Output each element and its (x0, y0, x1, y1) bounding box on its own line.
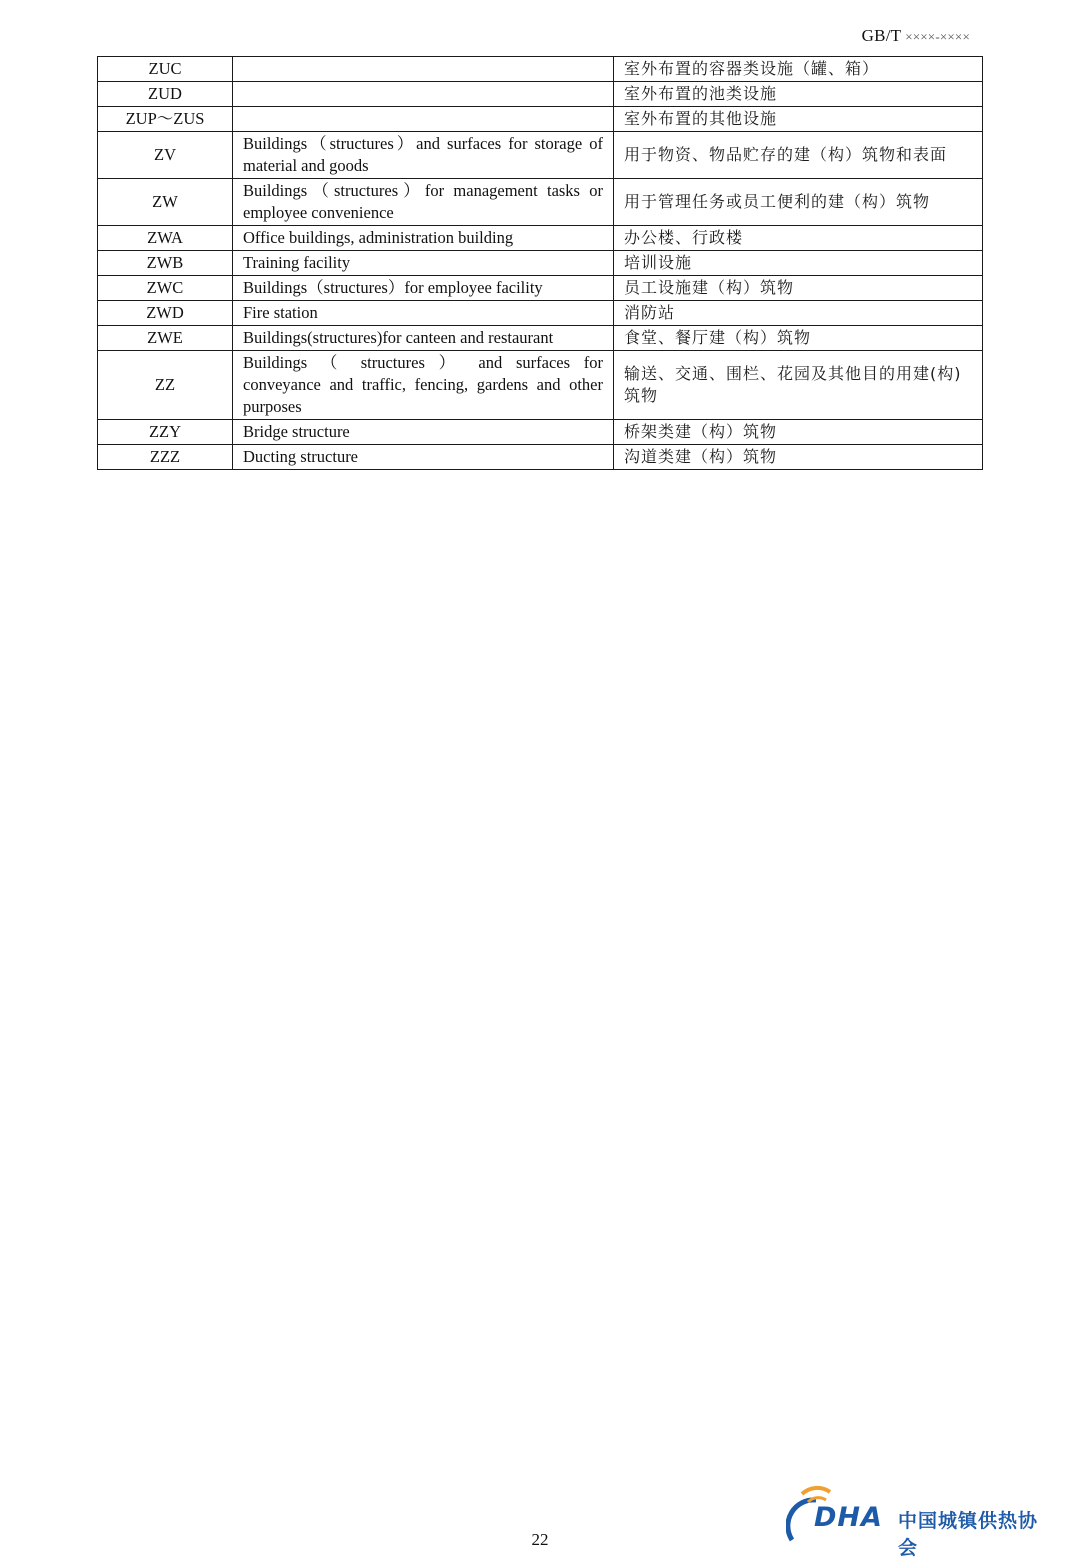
english-cell: Office buildings, administration building (233, 226, 614, 251)
code-cell: ZW (98, 179, 233, 226)
table-row (98, 301, 983, 326)
english-cell: Fire station (233, 301, 614, 326)
code-cell: ZUD (98, 82, 233, 107)
english-cell: Buildings（structures）for management tasks or employee convenience (233, 179, 614, 226)
chinese-cell: 食堂、餐厅建（构）筑物 (614, 326, 983, 351)
english-cell: Bridge structure (233, 420, 614, 445)
chinese-cell: 桥架类建（构）筑物 (614, 420, 983, 445)
english-cell: Buildings（structures）and surfaces for storage of material and goods (233, 132, 614, 179)
table-row (98, 132, 983, 179)
standard-number: ××××-×××× (905, 29, 970, 44)
english-cell (233, 82, 614, 107)
code-cell: ZUC (98, 57, 233, 82)
table-row (98, 351, 983, 420)
standard-prefix: GB/T (861, 26, 902, 45)
table-row (98, 107, 983, 132)
chinese-cell: 输送、交通、围栏、花园及其他目的用建(构)筑物 (614, 351, 983, 420)
association-logo (786, 1480, 1056, 1559)
table-row (98, 57, 983, 82)
code-cell: ZWD (98, 301, 233, 326)
document-header (862, 26, 970, 46)
code-cell: ZV (98, 132, 233, 179)
chinese-cell: 沟道类建（构）筑物 (614, 445, 983, 470)
english-cell: Buildings（structures）for employee facility (233, 276, 614, 301)
table-row (98, 179, 983, 226)
logo-org-name: 中国城镇供热协会 (898, 1510, 1039, 1559)
table-row (98, 420, 983, 445)
english-cell: Training facility (233, 251, 614, 276)
english-cell: Buildings （ structures ） and surfaces for conveyance and traffic, fencing, gardens and other purposes (233, 351, 614, 420)
code-cell: ZWB (98, 251, 233, 276)
chinese-cell: 培训设施 (614, 251, 983, 276)
logo-letters: DHA (814, 1502, 883, 1533)
chinese-cell: 员工设施建（构）筑物 (614, 276, 983, 301)
english-cell (233, 57, 614, 82)
code-cell: ZWE (98, 326, 233, 351)
chinese-cell: 用于物资、物品贮存的建（构）筑物和表面 (614, 132, 983, 179)
table-row (98, 445, 983, 470)
english-cell: Buildings(structures)for canteen and restaurant (233, 326, 614, 351)
code-cell: ZZ (98, 351, 233, 420)
code-cell: ZUP～ZUS (98, 107, 233, 132)
code-cell: ZZZ (98, 445, 233, 470)
code-cell: ZWA (98, 226, 233, 251)
page-number: 22 (531, 1530, 549, 1549)
chinese-cell: 室外布置的其他设施 (614, 107, 983, 132)
english-cell: Ducting structure (233, 445, 614, 470)
code-cell: ZWC (98, 276, 233, 301)
chinese-cell: 室外布置的池类设施 (614, 82, 983, 107)
table-row (98, 276, 983, 301)
chinese-cell: 室外布置的容器类设施（罐、箱） (614, 57, 983, 82)
chinese-cell: 消防站 (614, 301, 983, 326)
chinese-cell: 办公楼、行政楼 (614, 226, 983, 251)
table-row (98, 251, 983, 276)
code-cell: ZZY (98, 420, 233, 445)
table-row (98, 226, 983, 251)
table-row (98, 326, 983, 351)
english-cell (233, 107, 614, 132)
code-table (97, 56, 983, 470)
table-row (98, 82, 983, 107)
chinese-cell: 用于管理任务或员工便利的建（构）筑物 (614, 179, 983, 226)
